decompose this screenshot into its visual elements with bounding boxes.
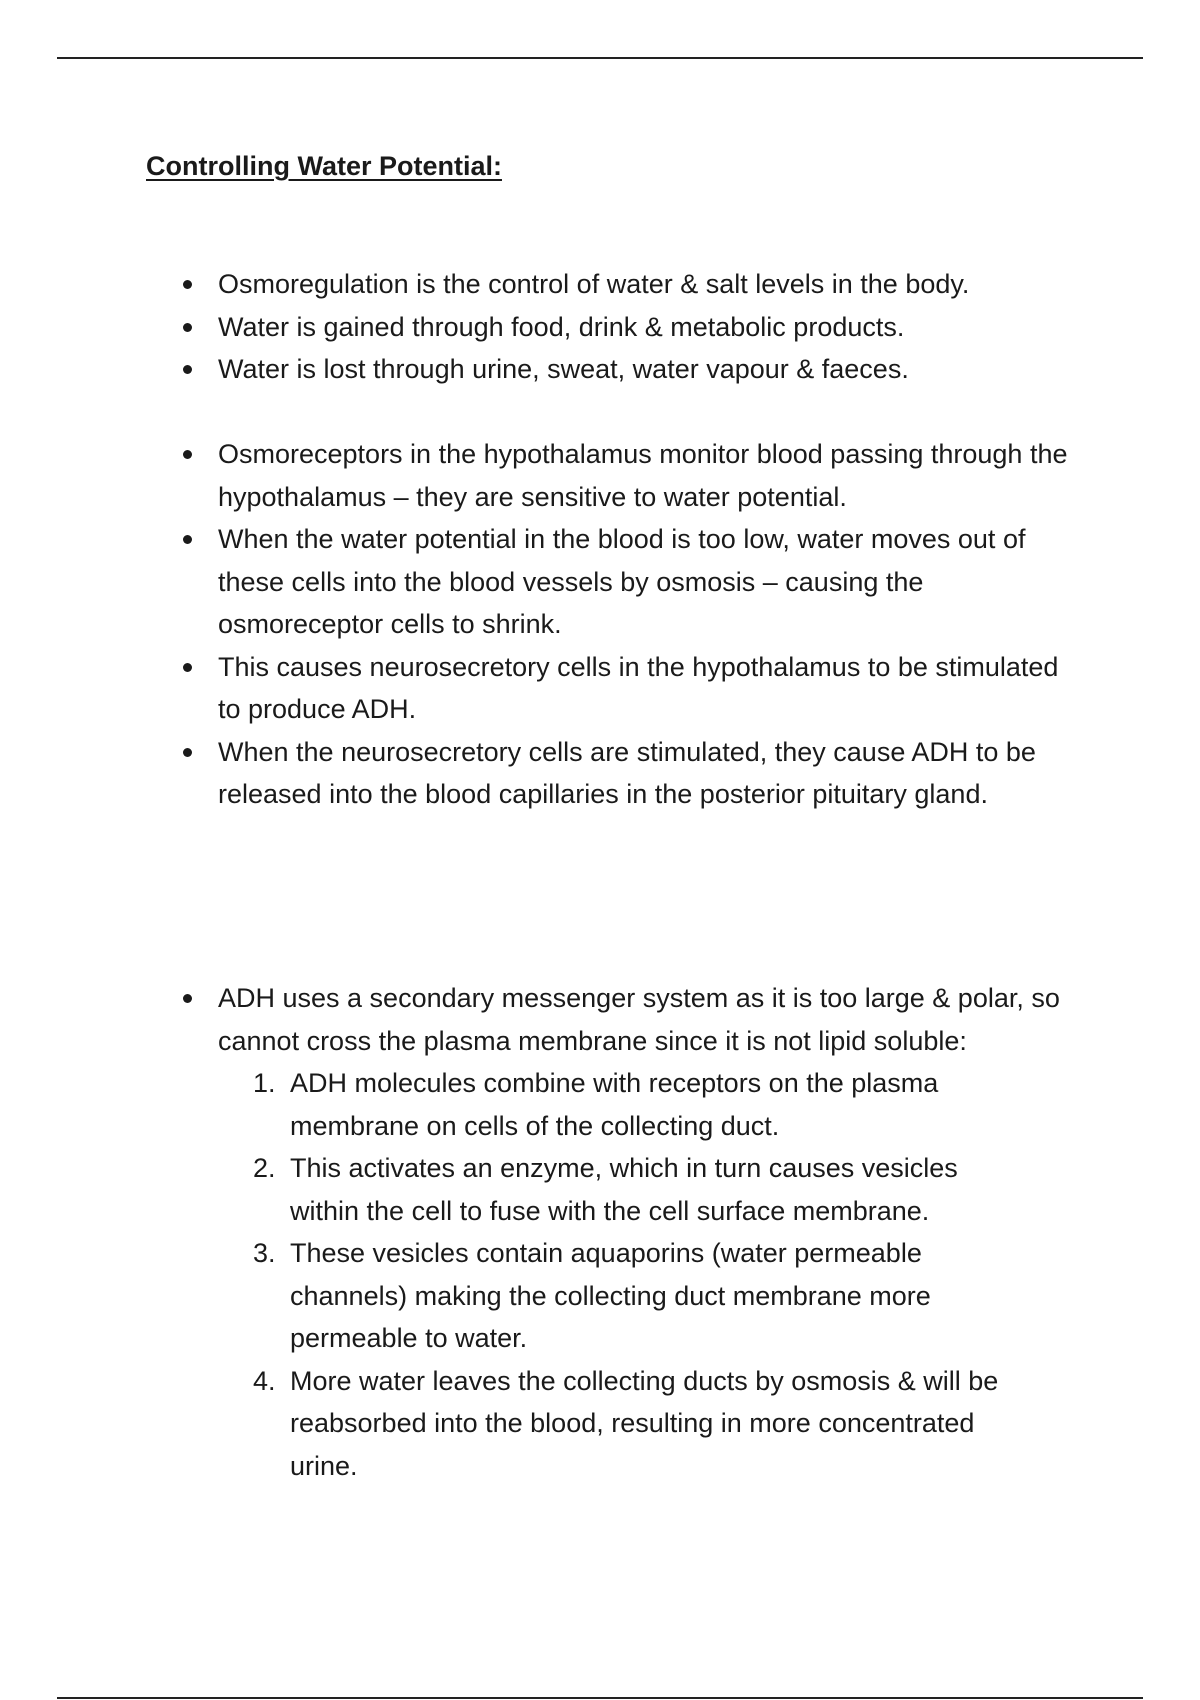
step-text: More water leaves the collecting ducts by osmosis & will be reabsorbed into the blood, resulting in more concentrated urine. xyxy=(290,1365,999,1481)
list-item-text: Osmoregulation is the control of water & salt levels in the body. xyxy=(218,269,970,299)
list-item xyxy=(0,306,1068,349)
list-item-text: Osmoreceptors in the hypothalamus monitor blood passing through the hypothalamus – they are sensitive to water potential. xyxy=(218,439,1068,512)
step-text: These vesicles contain aquaporins (water permeable channels) making the collecting duct membrane more permeable to water. xyxy=(290,1238,931,1353)
bullet-list-osmoreceptors xyxy=(0,433,1068,816)
list-item xyxy=(0,731,1068,816)
bullet-icon xyxy=(183,365,192,374)
page-title: Controlling Water Potential: xyxy=(146,151,502,181)
bullet-icon xyxy=(183,994,192,1003)
list-item-text: Water is gained through food, drink & metabolic products. xyxy=(218,311,905,342)
list-item xyxy=(0,433,1068,518)
list-item-text: When the water potential in the blood is too low, water moves out of these cells into the blood vessels by osmosis – causing the osmoreceptor cells to shrink. xyxy=(218,524,1026,639)
bullet-icon xyxy=(183,323,192,332)
header-rule xyxy=(57,57,1143,59)
list-item-text: This causes neurosecretory cells in the hypothalamus to be stimulated to produce ADH. xyxy=(218,651,1059,724)
step-text: ADH molecules combine with receptors on the plasma membrane on cells of the collecting duct. xyxy=(290,1068,939,1141)
bullet-list-adh xyxy=(0,977,1068,1487)
step-number: 4. xyxy=(253,1365,276,1396)
numbered-item xyxy=(218,1360,1030,1488)
numbered-item xyxy=(218,1062,1030,1147)
bullet-list-osmoregulation xyxy=(0,263,1068,391)
bullet-icon xyxy=(183,535,192,544)
list-item xyxy=(0,646,1068,731)
footer-rule xyxy=(57,1697,1143,1699)
numbered-item xyxy=(218,1147,1030,1232)
list-item xyxy=(0,518,1068,646)
list-item xyxy=(0,263,1068,306)
list-item-text: Water is lost through urine, sweat, water vapour & faeces. xyxy=(218,354,909,384)
list-item xyxy=(0,348,1068,391)
step-number: 3. xyxy=(253,1238,276,1268)
bullet-icon xyxy=(183,450,192,459)
step-number: 1. xyxy=(253,1068,276,1098)
step-text: This activates an enzyme, which in turn causes vesicles within the cell to fuse with the cell surface membrane. xyxy=(290,1153,958,1226)
step-number: 2. xyxy=(253,1153,276,1183)
bullet-icon xyxy=(183,663,192,672)
bullet-icon xyxy=(183,748,192,757)
numbered-item xyxy=(218,1232,1030,1360)
list-item xyxy=(0,977,1068,1487)
numbered-list-adh-steps xyxy=(218,1062,1068,1487)
list-item-text: ADH uses a secondary messenger system as it is too large & polar, so cannot cross the plasma membrane since it is not lipid soluble: xyxy=(218,983,1060,1056)
list-item-text: When the neurosecretory cells are stimulated, they cause ADH to be released into the blood capillaries in the posterior pituitary gland. xyxy=(218,736,1036,809)
bullet-icon xyxy=(183,280,192,289)
